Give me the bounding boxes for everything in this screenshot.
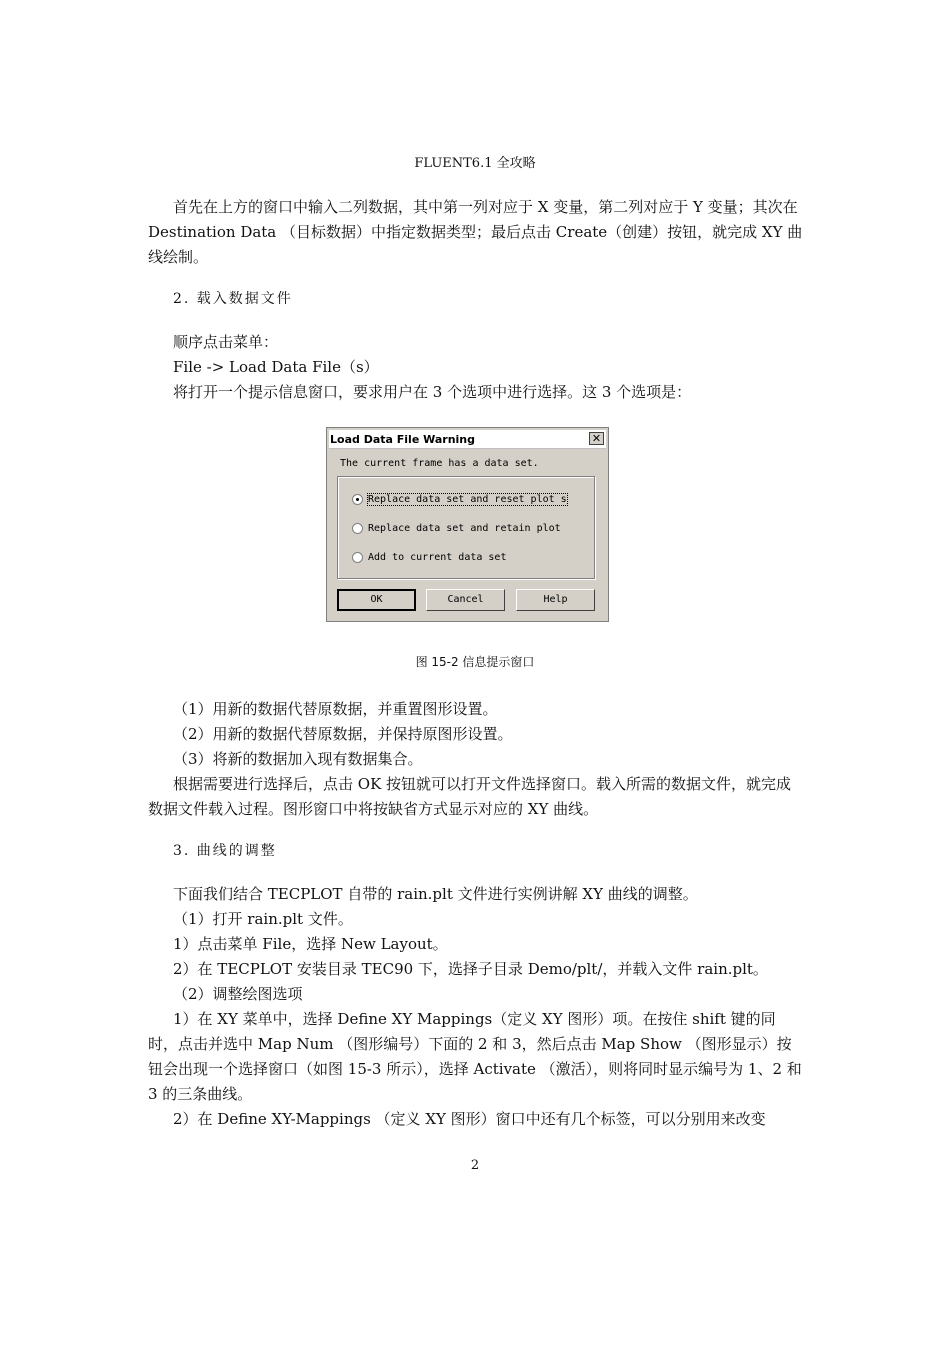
text-line: 顺序点击菜单： xyxy=(173,333,279,351)
text-line: File -> Load Data File（s） xyxy=(173,358,379,376)
option-description: （2）用新的数据代替原数据，并保持原图形设置。 xyxy=(173,725,513,743)
options-group xyxy=(337,476,595,579)
dialog-titlebar xyxy=(329,430,606,449)
text-line: （1）打开 rain.plt 文件。 xyxy=(173,910,353,928)
option-description: （1）用新的数据代替原数据，并重置图形设置。 xyxy=(173,700,498,718)
section-3-heading: 3. 曲线的调整 xyxy=(173,843,277,859)
radio-option-replace-retain[interactable] xyxy=(352,520,561,536)
figure-caption: 图 15-2 信息提示窗口 xyxy=(415,655,535,669)
radio-button[interactable] xyxy=(352,523,363,534)
dialog-message: The current frame has a data set. xyxy=(340,458,539,469)
radio-option-replace-reset[interactable] xyxy=(352,491,567,507)
load-data-file-warning-dialog xyxy=(326,427,609,622)
radio-label: Replace data set and reset plot s xyxy=(368,493,567,505)
text-line: 1）点击菜单 File，选择 New Layout。 xyxy=(173,935,448,953)
section-2-heading: 2. 载入数据文件 xyxy=(173,291,293,307)
dialog-title: Load Data File Warning xyxy=(330,433,475,446)
radio-label: Replace data set and retain plot xyxy=(368,522,561,534)
text-line: （2）调整绘图选项 xyxy=(173,985,303,1003)
close-icon[interactable]: ✕ xyxy=(589,432,604,445)
ok-button[interactable]: OK xyxy=(337,589,416,611)
radio-label: Add to current data set xyxy=(368,551,507,563)
radio-button-checked[interactable] xyxy=(352,494,363,505)
cancel-button[interactable]: Cancel xyxy=(426,589,505,611)
text-line: 2）在 Define XY-Mappings （定义 XY 图形）窗口中还有几个标签，可以分别用来改变 xyxy=(173,1110,766,1128)
page-header: FLUENT6.1 全攻略 xyxy=(414,156,536,171)
radio-option-add[interactable] xyxy=(352,549,506,565)
after-paragraph: 根据需要进行选择后，点击 OK 按钮就可以打开文件选择窗口。载入所需的数据文件，就完成数据文件载入过程。图形窗口中将按缺省方式显示对应的 XY 曲线。 xyxy=(148,775,792,818)
intro-paragraph: 首先在上方的窗口中输入二列数据，其中第一列对应于 X 变量，第二列对应于 Y 变量；其次在 Destination Data （目标数据）中指定数据类型；最后点击 Create（创建）按钮，就完成 XY 曲线绘制。 xyxy=(148,198,803,266)
text-line: 下面我们结合 TECPLOT 自带的 rain.plt 文件进行实例讲解 XY 曲线的调整。 xyxy=(173,885,698,903)
radio-button[interactable] xyxy=(352,552,363,563)
text-line: 2）在 TECPLOT 安装目录 TEC90 下，选择子目录 Demo/plt/，并载入文件 rain.plt。 xyxy=(173,960,768,978)
step1-paragraph: 1）在 XY 菜单中，选择 Define XY Mappings（定义 XY 图形）项。在按住 shift 键的同时，点击并选中 Map Num （图形编号）下面的 2 和 3，然后点击 Map Show （图形显示）按钮会出现一个选择窗口（如图 15-3 所示），选择 Activate （激活），则将同时显示编号为 1、2 和 3 的三条曲线。 xyxy=(148,1010,802,1103)
page-number: 2 xyxy=(470,1158,480,1173)
text-line: 将打开一个提示信息窗口，要求用户在 3 个选项中进行选择。这 3 个选项是： xyxy=(173,383,692,401)
help-button[interactable]: Help xyxy=(516,589,595,611)
option-description: （3）将新的数据加入现有数据集合。 xyxy=(173,750,423,768)
